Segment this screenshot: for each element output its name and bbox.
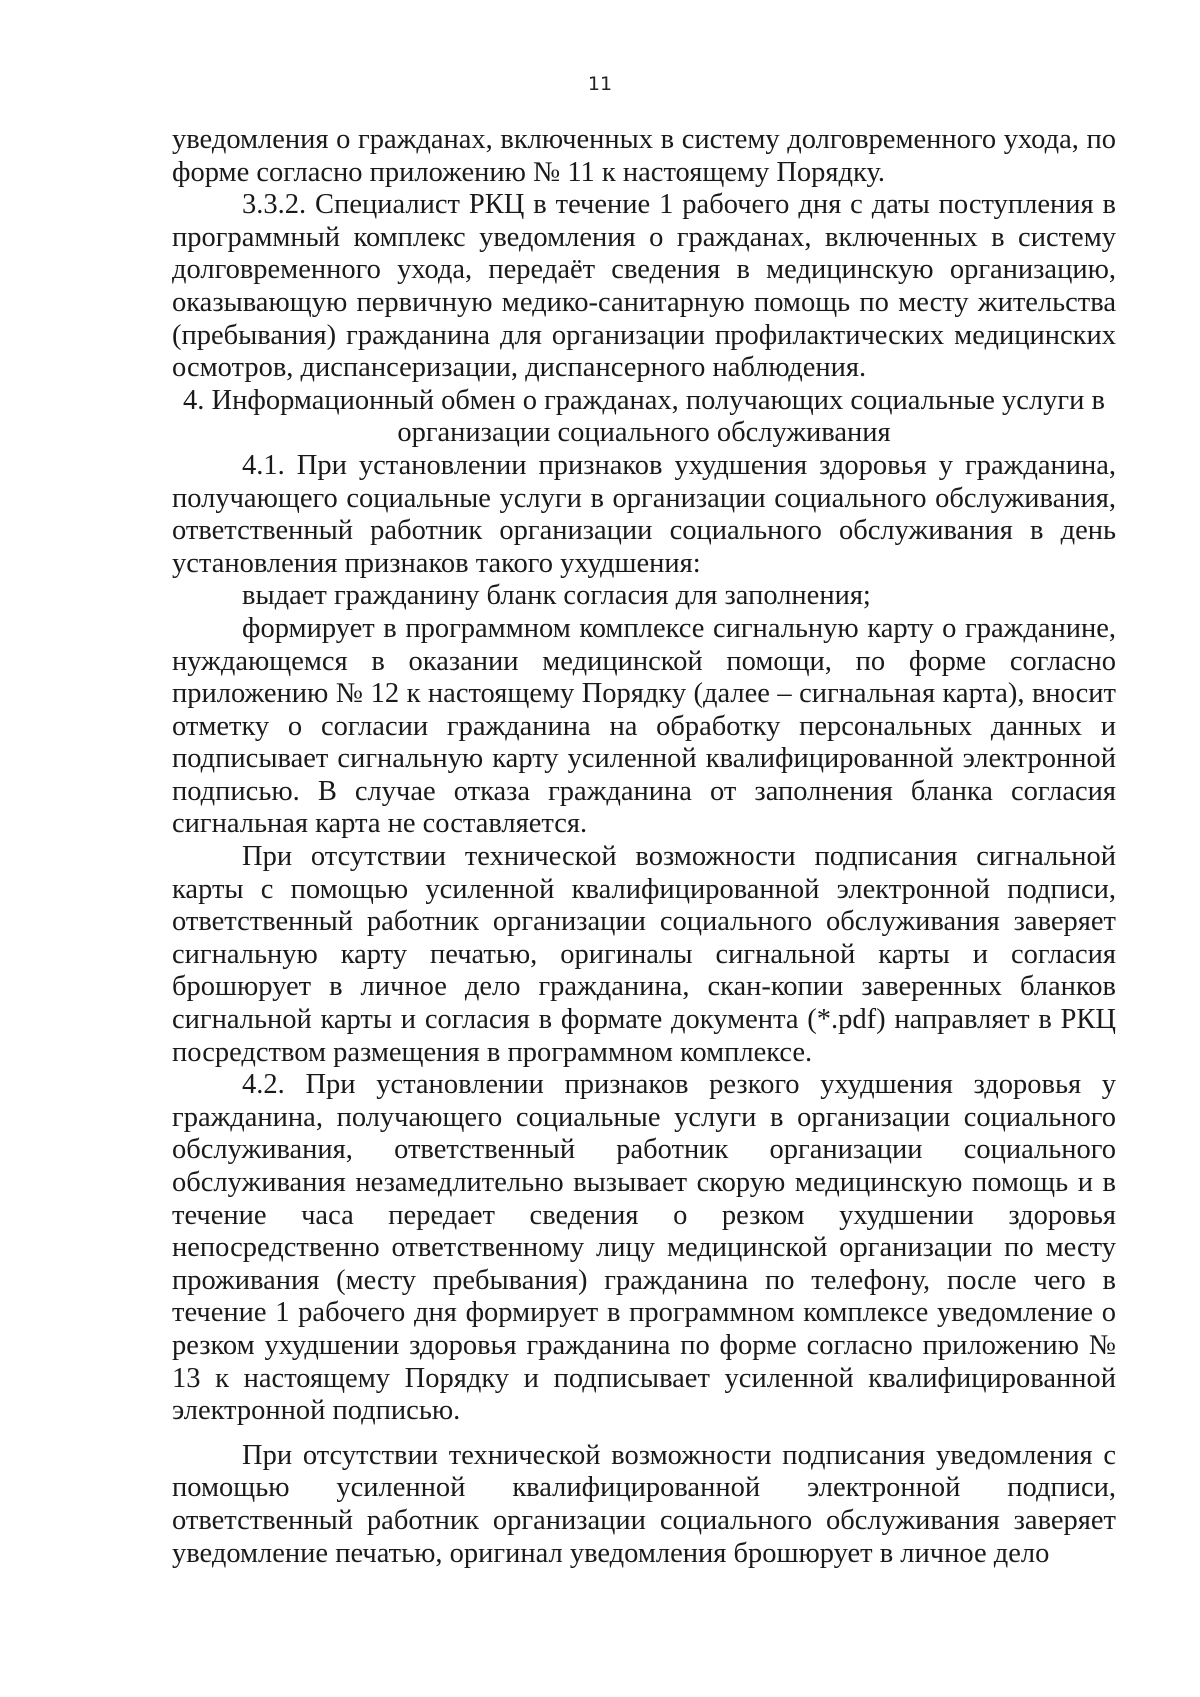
page-number: 11 [587, 73, 613, 95]
paragraph-4-1: 4.1. При установлении признаков ухудшения здоровья у гражданина, получающего социальные услуги в организации социального обслуживания, ответственный работник организации социального обслуживания в день установления признаков такого ухудшения: [172, 449, 1116, 579]
paragraph-no-signature-option: При отсутствии технической возможности подписания сигнальной карты с помощью усиленной квалифицированной электронной подписи, ответственный работник организации социального обслуживания заверяет сигнальную карту печатью, оригиналы сигнальной карты и согласия брошюрует в личное дело гражданина, скан-копии заверенных бланков сигнальной карты и согласия в формате документа (*.pdf) направляет в РКЦ посредством размещения в программном комплексе. [172, 841, 1116, 1068]
paragraph-4-2: 4.2. При установлении признаков резкого ухудшения здоровья у гражданина, получающего социальные услуги в организации социального обслуживания, ответственный работник организации социального обслуживания незамедлительно вызывает скорую медицинскую помощь и в течение часа передает сведения о резком ухудшении здоровья непосредственно ответственному лицу медицинской организации по месту проживания (месту пребывания) гражданина по телефону, после чего в течение 1 рабочего дня формирует в программном комплексе уведомление о резком ухудшении здоровья гражданина по форме согласно приложению № 13 к настоящему Порядку и подписывает усиленной квалифицированной электронной подписью. [172, 1069, 1116, 1427]
paragraph-3-3-2: 3.3.2. Специалист РКЦ в течение 1 рабочего дня с даты поступления в программный комплекс уведомления о гражданах, включенных в систему долговременного ухода, передаёт сведения в медицинскую организацию, оказывающую первичную медико-санитарную помощь по месту жительства (пребывания) гражданина для организации профилактических медицинских осмотров, диспансеризации, диспансерного наблюдения. [172, 189, 1116, 384]
paragraph-continuation: уведомления о гражданах, включенных в систему долговременного ухода, по форме согласно приложению № 11 к настоящему Порядку. [172, 124, 1116, 188]
document-body [172, 124, 1116, 1570]
paragraph-signal-card: формирует в программном комплексе сигнальную карту о гражданине, нуждающемся в оказании медицинской помощи, по форме согласно приложению № 12 к настоящему Порядку (далее – сигнальная карта), вносит отметку о согласии гражданина на обработку персональных данных и подписывает сигнальную карту усиленной квалифицированной электронной подписью. В случае отказа гражданина от заполнения бланка согласия сигнальная карта не составляется. [172, 612, 1116, 840]
paragraph-notification-seal: При отсутствии технической возможности подписания уведомления с помощью усиленной квалифицированной электронной подписи, ответственный работник организации социального обслуживания заверяет уведомление печатью, оригинал уведомления брошюрует в личное дело [172, 1439, 1116, 1569]
section-heading-4: 4. Информационный обмен о гражданах, получающих социальные услуги в организации социального обслуживания [183, 384, 1105, 449]
paragraph-consent-form: выдает гражданину бланк согласия для заполнения; [242, 580, 871, 612]
